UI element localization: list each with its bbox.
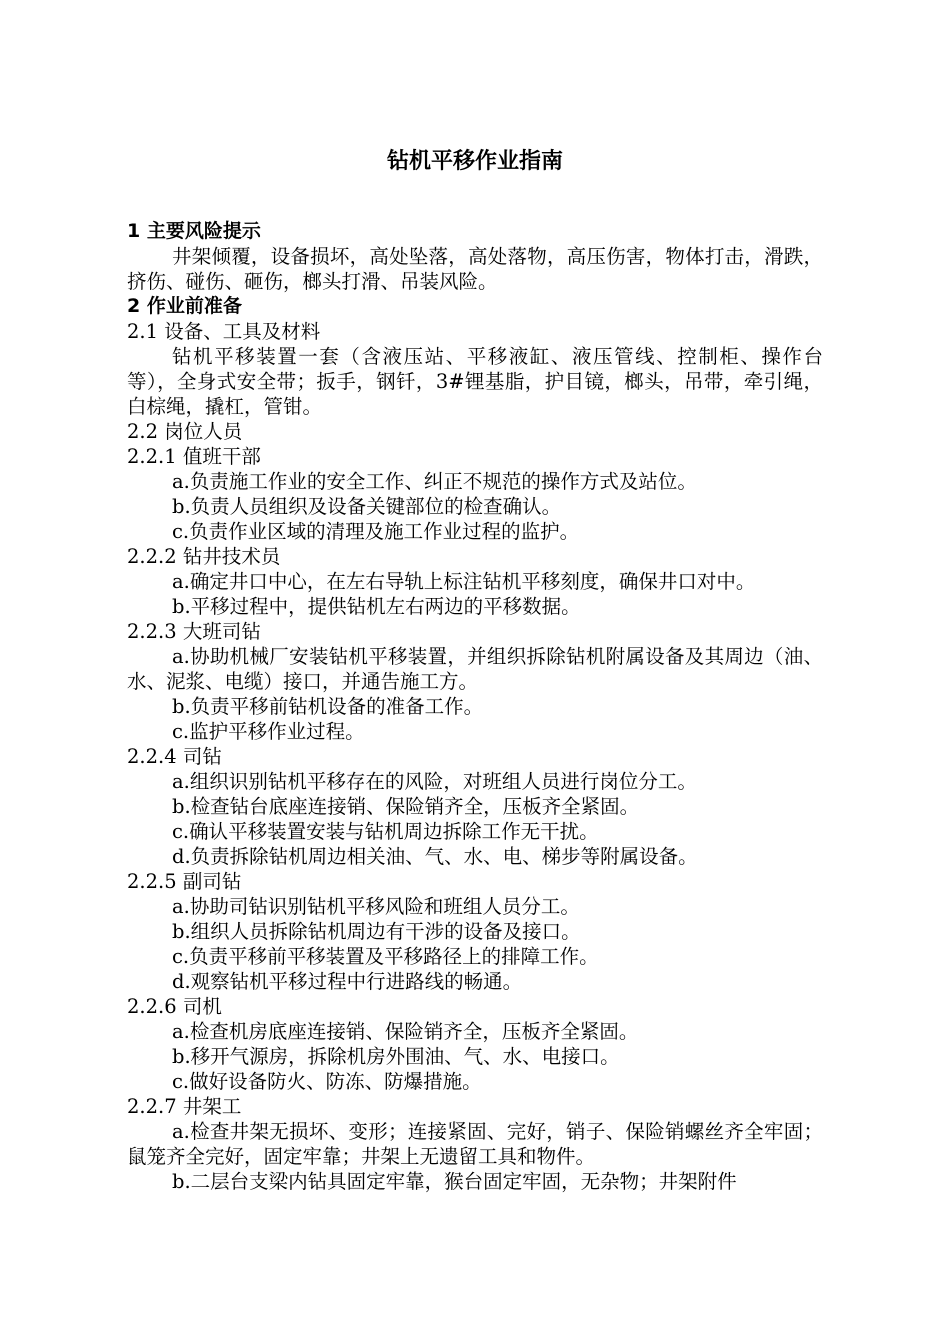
list-item: b.移开气源房，拆除机房外围油、气、水、电接口。 [172, 1045, 620, 1068]
list-item: a.协助机械厂安装钻机平移装置，并组织拆除钻机附属设备及其周边（油、水、泥浆、电缆）接口，并通告施工方。 [127, 645, 823, 693]
list-item: a.确定井口中心，在左右导轨上标注钻机平移刻度，确保井口对中。 [172, 570, 756, 593]
section-heading: 2 作业前准备 [127, 295, 242, 317]
list-item: d.观察钻机平移过程中行进路线的畅通。 [172, 970, 523, 993]
body-paragraph: 井架倾覆，设备损坏，高处坠落，高处落物，高压伤害，物体打击，滑跌，挤伤、碰伤、砸伤，榔头打滑、吊装风险。 [127, 245, 823, 293]
list-item: a.协助司钻识别钻机平移风险和班组人员分工。 [172, 895, 580, 918]
list-item: c.负责平移前平移装置及平移路径上的排障工作。 [172, 945, 599, 968]
document-title: 钻机平移作业指南 [386, 149, 563, 174]
list-item: c.负责作业区域的清理及施工作业过程的监护。 [172, 520, 580, 543]
role-heading: 2.2.1 值班干部 [127, 445, 261, 468]
role-heading: 2.2.3 大班司钻 [127, 620, 261, 643]
body-paragraph: 钻机平移装置一套（含液压站、平移液缸、液压管线、控制柜、操作台等），全身式安全带；扳手，钢钎，3#锂基脂，护目镜，榔头，吊带，牵引绳，白棕绳，撬杠，管钳。 [127, 345, 823, 418]
list-item: b.检查钻台底座连接销、保险销齐全，压板齐全紧固。 [172, 795, 640, 818]
role-heading: 2.2.7 井架工 [127, 1095, 242, 1118]
role-heading: 2.2.5 副司钻 [127, 870, 242, 893]
list-item: b.组织人员拆除钻机周边有干涉的设备及接口。 [172, 920, 581, 943]
subsection-heading: 2.2 岗位人员 [127, 420, 243, 443]
section-heading: 1 主要风险提示 [127, 220, 261, 242]
list-item: c.监护平移作业过程。 [172, 720, 365, 743]
role-heading: 2.2.2 钻井技术员 [127, 545, 281, 568]
list-item: a.组织识别钻机平移存在的风险，对班组人员进行岗位分工。 [172, 770, 697, 793]
document-body [127, 219, 823, 1194]
list-item: a.负责施工作业的安全工作、纠正不规范的操作方式及站位。 [172, 470, 697, 493]
list-item: a.检查井架无损坏、变形；连接紧固、完好，销子、保险销螺丝齐全牢固；鼠笼齐全完好，固定牢靠；井架上无遗留工具和物件。 [127, 1120, 823, 1168]
list-item: c.做好设备防火、防冻、防爆措施。 [172, 1070, 482, 1093]
list-item: b.平移过程中，提供钻机左右两边的平移数据。 [172, 595, 581, 618]
list-item: b.负责平移前钻机设备的准备工作。 [172, 695, 484, 718]
list-item: c.确认平移装置安装与钻机周边拆除工作无干扰。 [172, 820, 599, 843]
subsection-heading: 2.1 设备、工具及材料 [127, 320, 321, 343]
list-item: a.检查机房底座连接销、保险销齐全，压板齐全紧固。 [172, 1020, 639, 1043]
role-heading: 2.2.4 司钻 [127, 745, 222, 768]
list-item: d.负责拆除钻机周边相关油、气、水、电、梯步等附属设备。 [172, 845, 698, 868]
list-item: b.负责人员组织及设备关键部位的检查确认。 [172, 495, 562, 518]
list-item: b.二层台支梁内钻具固定牢靠，猴台固定牢固，无杂物；井架附件 [172, 1170, 737, 1193]
role-heading: 2.2.6 司机 [127, 995, 222, 1018]
